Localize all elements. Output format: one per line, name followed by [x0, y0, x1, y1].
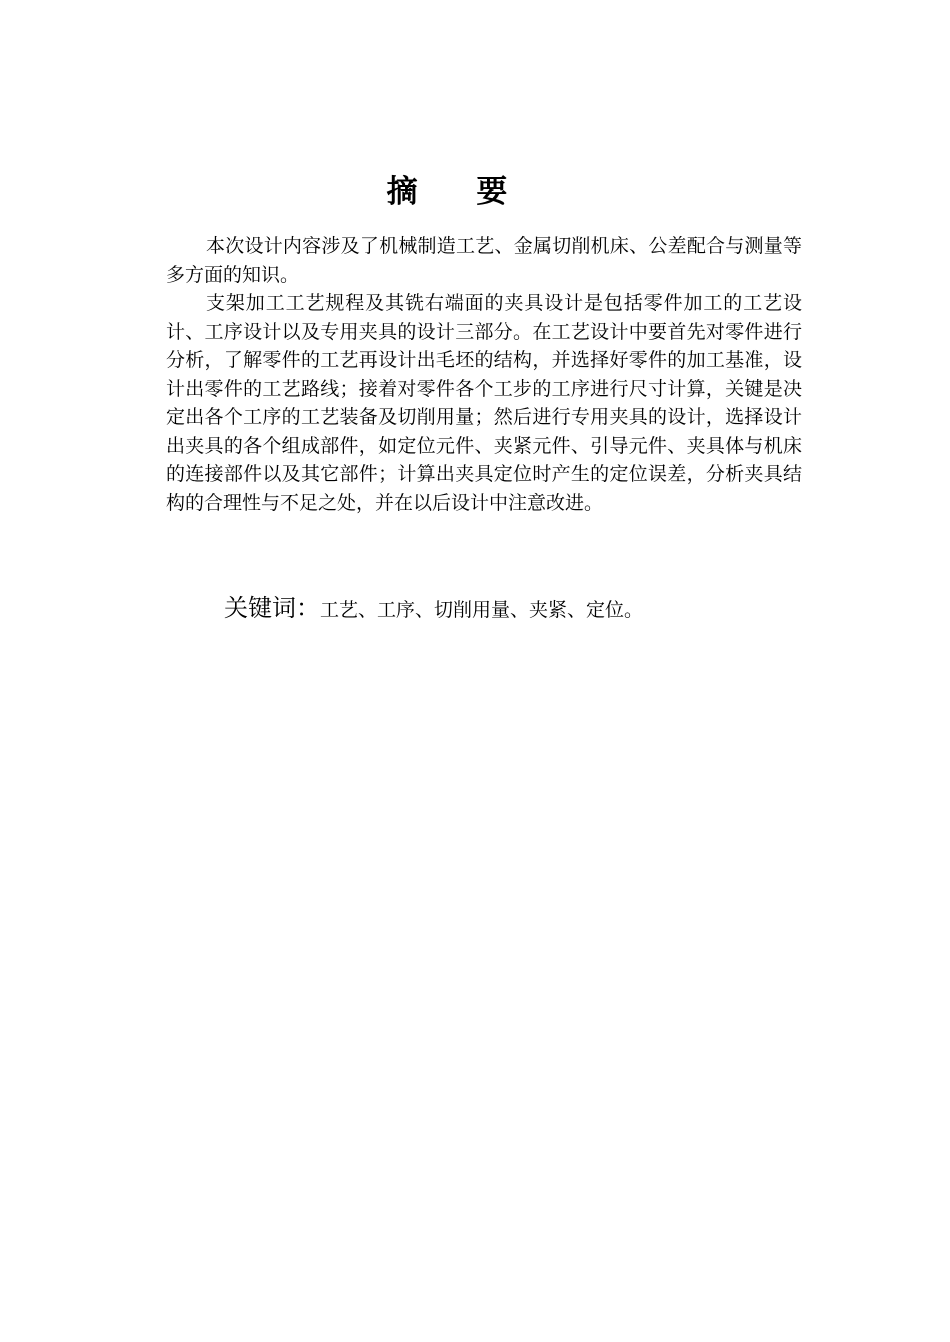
keywords-value: 工艺、工序、切削用量、夹紧、定位。 [320, 599, 644, 621]
abstract-paragraph-1: 本次设计内容涉及了机械制造工艺、金属切削机床、公差配合与测量等多方面的知识。 [166, 235, 802, 286]
abstract-body [166, 232, 802, 517]
keywords-line [224, 590, 643, 629]
page-title: 摘 要 [386, 174, 532, 210]
abstract-paragraph-2: 支架加工工艺规程及其铣右端面的夹具设计是包括零件加工的工艺设计、工序设计以及专用夹具的设计三部分。在工艺设计中要首先对零件进行分析，了解零件的工艺再设计出毛坯的结构，并选择好零件的加工基准，设计出零件的工艺路线；接着对零件各个工步的工序进行尺寸计算，关键是决定出各个工序的工艺装备及切削用量；然后进行专用夹具的设计，选择设计出夹具的各个组成部件，如定位元件、夹紧元件、引导元件、夹具体与机床的连接部件以及其它部件；计算出夹具定位时产生的定位误差，分析夹具结构的合理性与不足之处，并在以后设计中注意改进。 [166, 292, 802, 514]
keywords-label: 关键词： [224, 594, 320, 622]
